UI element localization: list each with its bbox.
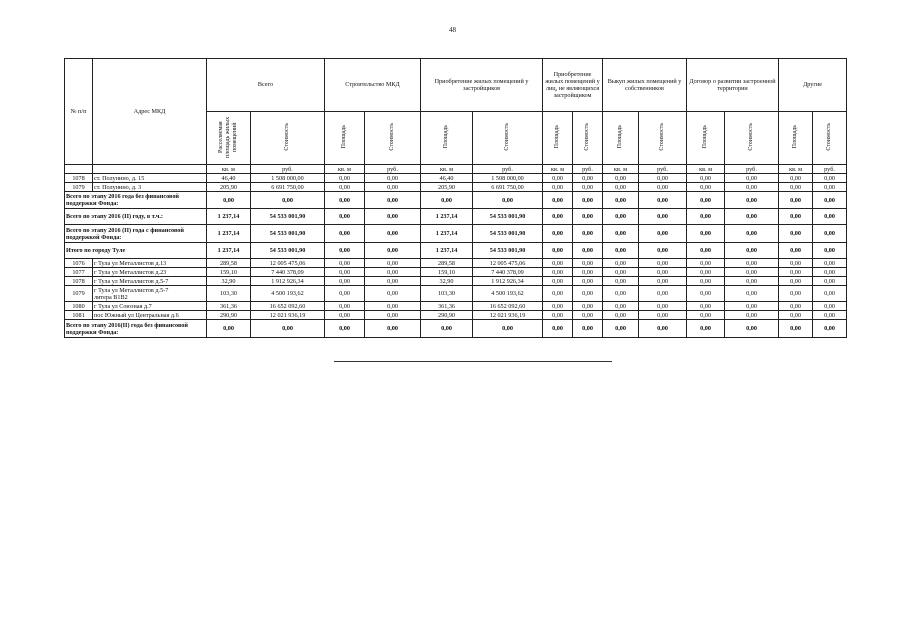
value-cell: 0,00 [325,286,365,302]
value-cell: 0,00 [687,259,725,268]
value-cell: 0,00 [779,183,813,192]
value-cell: 0,00 [725,277,779,286]
value-cell: 0,00 [687,286,725,302]
value-cell: 289,58 [207,259,251,268]
row-address [93,311,207,320]
group-header-other: Другие [779,59,847,112]
unit-cell: кв. м [543,165,573,174]
value-cell: 6 691 750,00 [251,183,325,192]
unit-cell: кв. м [325,165,365,174]
value-cell: 0,00 [573,286,603,302]
value-cell: 46,40 [207,174,251,183]
value-cell: 0,00 [779,209,813,225]
value-cell: 0,00 [603,311,639,320]
value-cell: 0,00 [813,183,847,192]
value-cell: 0,00 [473,320,543,338]
value-cell: 7 440 378,09 [251,268,325,277]
value-cell: 54 533 001,90 [251,225,325,243]
value-cell: 0,00 [603,302,639,311]
value-cell: 0,00 [725,311,779,320]
row-address [93,174,207,183]
subheader-area [325,112,365,165]
value-cell: 159,10 [207,268,251,277]
value-cell: 103,30 [421,286,473,302]
value-cell: 0,00 [639,286,687,302]
value-cell: 205,90 [207,183,251,192]
subheader-label: Площадь [792,125,799,149]
value-cell: 0,00 [779,259,813,268]
value-cell: 54 533 001,90 [473,243,543,259]
value-cell: 0,00 [813,225,847,243]
value-cell: 103,30 [207,286,251,302]
table-row [65,259,847,268]
subheader-label: Расселяемая площадь жилых помещений [218,116,238,158]
value-cell: 0,00 [779,192,813,209]
value-cell: 7 440 378,09 [473,268,543,277]
value-cell: 0,00 [325,209,365,225]
unit-cell: кв. м [779,165,813,174]
value-cell: 0,00 [365,243,421,259]
unit-cell: кв. м [207,165,251,174]
address-line: г Тула ул Союзная д.7 [94,302,152,310]
value-cell: 0,00 [573,243,603,259]
value-cell: 0,00 [725,259,779,268]
value-cell: 159,10 [421,268,473,277]
value-cell: 0,00 [573,225,603,243]
subheader-cost [251,112,325,165]
value-cell: 32,90 [421,277,473,286]
value-cell: 46,40 [421,174,473,183]
value-cell: 0,00 [779,311,813,320]
value-cell: 4 500 193,62 [251,286,325,302]
table-row [65,277,847,286]
value-cell: 0,00 [207,320,251,338]
table-row [65,302,847,311]
value-cell: 0,00 [687,320,725,338]
value-cell: 0,00 [421,192,473,209]
value-cell: 0,00 [543,174,573,183]
subheader-cost [573,112,603,165]
value-cell: 0,00 [725,268,779,277]
value-cell: 0,00 [639,311,687,320]
unit-cell: руб. [473,165,543,174]
subheader-cost [639,112,687,165]
value-cell: 0,00 [813,259,847,268]
value-cell: 1 237,14 [421,225,473,243]
subheader-area [421,112,473,165]
unit-cell: руб. [813,165,847,174]
value-cell: 0,00 [543,209,573,225]
units-row [65,165,847,174]
value-cell: 0,00 [543,286,573,302]
value-cell: 0,00 [325,320,365,338]
value-cell: 0,00 [687,225,725,243]
col-num-header: № п/п [65,59,93,165]
row-number: 1078 [65,174,93,183]
table-body [65,174,847,338]
value-cell: 54 533 001,90 [473,225,543,243]
subheader-label: Площадь [554,125,561,149]
value-cell: 0,00 [603,277,639,286]
value-cell: 0,00 [543,225,573,243]
summary-label: Всего по этапу 2016(II) года без финансовой поддержки Фонда: [65,320,207,338]
row-number: 1076 [65,259,93,268]
value-cell: 0,00 [365,192,421,209]
table-row [65,268,847,277]
value-cell: 0,00 [325,302,365,311]
value-cell: 0,00 [687,183,725,192]
value-cell: 0,00 [543,183,573,192]
value-cell: 0,00 [603,320,639,338]
address-line-2: литера В1В2 [94,293,128,301]
value-cell: 0,00 [603,286,639,302]
row-number: 1077 [65,268,93,277]
value-cell: 361,36 [207,302,251,311]
value-cell: 0,00 [779,225,813,243]
value-cell: 0,00 [687,302,725,311]
subheader-label: Стоимость [504,123,511,151]
value-cell: 0,00 [813,174,847,183]
value-cell: 0,00 [639,209,687,225]
summary-row [65,192,847,209]
value-cell: 205,90 [421,183,473,192]
value-cell: 0,00 [573,268,603,277]
value-cell: 0,00 [725,302,779,311]
value-cell: 0,00 [251,320,325,338]
value-cell: 0,00 [573,302,603,311]
value-cell: 0,00 [573,174,603,183]
subheader-cost [813,112,847,165]
subheader-label: Площадь [443,125,450,149]
value-cell: 1 508 000,00 [251,174,325,183]
unit-cell: руб. [365,165,421,174]
value-cell: 0,00 [687,311,725,320]
summary-row [65,225,847,243]
summary-label: Всего по этапу 2016 (II) года с финансовой поддержкой Фонда: [65,225,207,243]
value-cell: 0,00 [603,225,639,243]
value-cell: 0,00 [779,277,813,286]
row-address [93,302,207,311]
value-cell: 0,00 [779,286,813,302]
value-cell: 0,00 [725,320,779,338]
value-cell: 0,00 [779,320,813,338]
address-line: пос Южный ул Центральная д.6 [94,311,179,319]
value-cell: 1 237,14 [421,243,473,259]
value-cell: 0,00 [639,268,687,277]
value-cell: 6 691 750,00 [473,183,543,192]
value-cell: 0,00 [725,174,779,183]
value-cell: 0,00 [639,320,687,338]
value-cell: 0,00 [573,192,603,209]
row-number: 1078 [65,277,93,286]
value-cell: 0,00 [365,174,421,183]
value-cell: 0,00 [813,268,847,277]
value-cell: 0,00 [813,320,847,338]
value-cell: 0,00 [603,209,639,225]
value-cell: 0,00 [207,192,251,209]
value-cell: 0,00 [543,277,573,286]
value-cell: 16 652 092,60 [251,302,325,311]
value-cell: 0,00 [779,174,813,183]
address-line: ст. Полунино, д. 3 [94,183,142,191]
value-cell: 0,00 [603,183,639,192]
value-cell: 0,00 [639,225,687,243]
subheader-label: Площадь [617,125,624,149]
value-cell: 0,00 [543,311,573,320]
address-line: г Тула ул Металлистов д.13 [94,259,167,267]
unit-cell: руб. [725,165,779,174]
value-cell: 0,00 [725,192,779,209]
value-cell: 0,00 [573,277,603,286]
row-number: 1080 [65,302,93,311]
value-cell: 0,00 [325,192,365,209]
value-cell: 290,90 [207,311,251,320]
row-number: 1079 [65,183,93,192]
value-cell: 0,00 [573,320,603,338]
value-cell: 0,00 [543,268,573,277]
units-blank [93,165,207,174]
col-address-header: Адрес МКД [93,59,207,165]
table-header [65,59,847,174]
value-cell: 12 021 936,19 [251,311,325,320]
value-cell: 0,00 [725,183,779,192]
value-cell: 0,00 [325,277,365,286]
value-cell: 0,00 [779,302,813,311]
value-cell: 0,00 [365,277,421,286]
value-cell: 0,00 [687,192,725,209]
table-row [65,183,847,192]
page-number: 48 [449,26,456,34]
table-row [65,174,847,183]
summary-row [65,320,847,338]
value-cell: 0,00 [365,225,421,243]
group-header-buy-other: Приобретение жилых помещений у лиц, не являющихся застройщиком [543,59,603,112]
table-row [65,311,847,320]
subheader-label: Стоимость [826,123,833,151]
row-address [93,277,207,286]
value-cell: 54 533 001,90 [473,209,543,225]
value-cell: 0,00 [687,268,725,277]
value-cell: 0,00 [543,320,573,338]
value-cell: 1 237,14 [421,209,473,225]
summary-label: Всего по этапу 2016 (II) году, в т.ч.: [65,209,207,225]
value-cell: 0,00 [543,302,573,311]
value-cell: 0,00 [325,183,365,192]
value-cell: 0,00 [687,209,725,225]
value-cell: 0,00 [725,243,779,259]
value-cell: 32,90 [207,277,251,286]
value-cell: 0,00 [473,192,543,209]
subheader-area [687,112,725,165]
value-cell: 0,00 [325,311,365,320]
unit-cell: кв. м [603,165,639,174]
value-cell: 0,00 [639,277,687,286]
value-cell: 4 500 193,62 [473,286,543,302]
value-cell: 0,00 [603,259,639,268]
value-cell: 1 508 000,00 [473,174,543,183]
value-cell: 0,00 [603,174,639,183]
unit-cell: руб. [251,165,325,174]
subheader-label: Стоимость [389,123,396,151]
subheader-cost [473,112,543,165]
value-cell: 0,00 [573,311,603,320]
value-cell: 0,00 [639,259,687,268]
value-cell: 0,00 [813,192,847,209]
unit-cell: руб. [573,165,603,174]
value-cell: 290,90 [421,311,473,320]
housing-table [64,58,847,338]
value-cell: 0,00 [251,192,325,209]
value-cell: 12 005 475,06 [473,259,543,268]
value-cell: 54 533 001,90 [251,243,325,259]
value-cell: 0,00 [543,192,573,209]
group-header-buy-dev: Приобретение жилых помещений у застройщиков [421,59,543,112]
value-cell: 0,00 [325,259,365,268]
value-cell: 0,00 [813,286,847,302]
units-blank [65,165,93,174]
summary-row [65,209,847,225]
table-row [65,286,847,302]
value-cell: 0,00 [687,243,725,259]
value-cell: 0,00 [639,183,687,192]
value-cell: 1 912 926,34 [251,277,325,286]
value-cell: 0,00 [813,302,847,311]
value-cell: 12 021 936,19 [473,311,543,320]
value-cell: 0,00 [725,286,779,302]
row-address [93,268,207,277]
summary-label: Итого по городу Туле [65,243,207,259]
value-cell: 1 237,14 [207,243,251,259]
value-cell: 0,00 [365,259,421,268]
address-line: г Тула ул Металлистов д.5-7 [94,277,169,285]
row-address [93,183,207,192]
value-cell: 12 005 475,06 [251,259,325,268]
row-address [93,259,207,268]
value-cell: 0,00 [325,174,365,183]
row-address [93,286,207,302]
value-cell: 361,36 [421,302,473,311]
value-cell: 0,00 [365,320,421,338]
value-cell: 0,00 [603,243,639,259]
summary-row [65,243,847,259]
value-cell: 0,00 [603,268,639,277]
value-cell: 0,00 [365,286,421,302]
subheader-label: Стоимость [584,123,591,151]
group-header-ransom: Выкуп жилых помещений у собственников [603,59,687,112]
subheader-label: Стоимость [284,123,291,151]
value-cell: 0,00 [779,243,813,259]
value-cell: 0,00 [725,225,779,243]
value-cell: 0,00 [365,302,421,311]
address-line: ст. Полунино, д. 15 [94,174,145,182]
value-cell: 0,00 [573,209,603,225]
value-cell: 0,00 [421,320,473,338]
value-cell: 0,00 [573,259,603,268]
subheader-total-area [207,112,251,165]
value-cell: 16 652 092,60 [473,302,543,311]
value-cell: 1 237,14 [207,209,251,225]
subheader-label: Площадь [702,125,709,149]
subheader-label: Стоимость [748,123,755,151]
subheader-area [603,112,639,165]
value-cell: 0,00 [639,174,687,183]
value-cell: 0,00 [603,192,639,209]
subheader-area [543,112,573,165]
value-cell: 0,00 [573,183,603,192]
value-cell: 0,00 [639,243,687,259]
subheader-area [779,112,813,165]
value-cell: 0,00 [365,183,421,192]
value-cell: 0,00 [365,311,421,320]
row-number: 1079 [65,286,93,302]
row-number: 1081 [65,311,93,320]
value-cell: 0,00 [725,209,779,225]
address-line: г Тула ул Металлистов д.23 [94,268,167,276]
footer-divider [334,361,612,362]
value-cell: 0,00 [813,277,847,286]
value-cell: 1 237,14 [207,225,251,243]
value-cell: 0,00 [543,243,573,259]
value-cell: 0,00 [813,209,847,225]
value-cell: 289,58 [421,259,473,268]
value-cell: 0,00 [687,277,725,286]
unit-cell: кв. м [421,165,473,174]
value-cell: 0,00 [639,302,687,311]
value-cell: 0,00 [687,174,725,183]
value-cell: 54 533 001,90 [251,209,325,225]
value-cell: 1 912 926,34 [473,277,543,286]
value-cell: 0,00 [779,268,813,277]
value-cell: 0,00 [639,192,687,209]
subheader-cost [365,112,421,165]
value-cell: 0,00 [543,259,573,268]
group-header-total: Всего [207,59,325,112]
value-cell: 0,00 [365,209,421,225]
address-line: г Тула ул Металлистов д.5-7 [94,286,169,294]
value-cell: 0,00 [325,243,365,259]
subheader-label: Стоимость [659,123,666,151]
value-cell: 0,00 [325,225,365,243]
value-cell: 0,00 [365,268,421,277]
value-cell: 0,00 [813,311,847,320]
value-cell: 0,00 [325,268,365,277]
unit-cell: руб. [639,165,687,174]
group-header-mkd: Строительство МКД [325,59,421,112]
summary-label: Всего по этапу 2016 года без финансовой поддержки Фонда: [65,192,207,209]
subheader-label: Площадь [341,125,348,149]
group-header-contract: Договор о развитии застроенной территории [687,59,779,112]
unit-cell: кв. м [687,165,725,174]
subheader-cost [725,112,779,165]
value-cell: 0,00 [813,243,847,259]
